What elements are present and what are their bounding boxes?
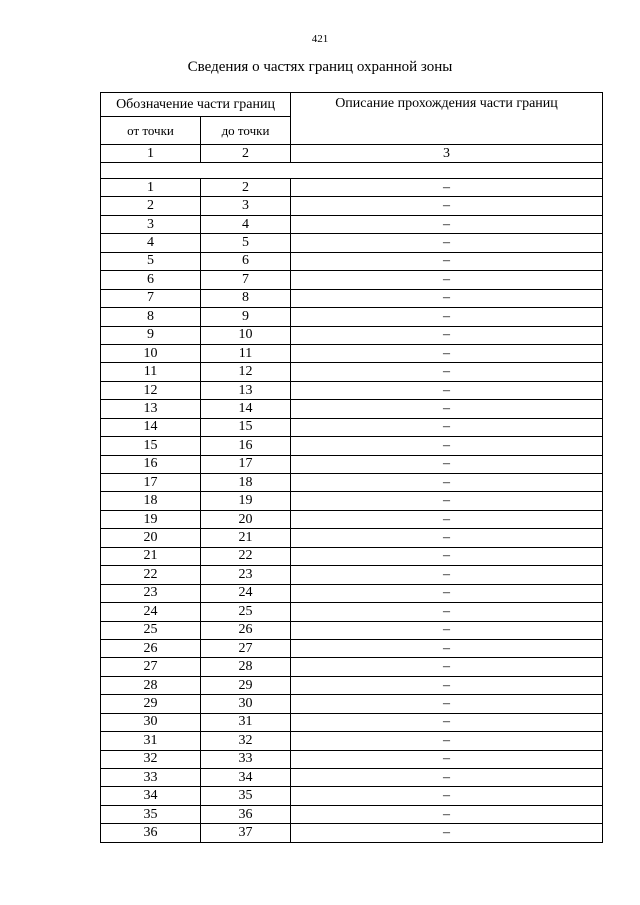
- table-row: [101, 455, 603, 473]
- cell-description: –: [291, 326, 603, 344]
- cell-to-point: 10: [201, 326, 291, 344]
- cell-from-point: 22: [101, 566, 201, 584]
- cell-from-point: 32: [101, 750, 201, 768]
- cell-description: –: [291, 584, 603, 602]
- cell-to-point: 16: [201, 437, 291, 455]
- cell-from-point: 10: [101, 344, 201, 362]
- cell-description: –: [291, 381, 603, 399]
- cell-to-point: 30: [201, 695, 291, 713]
- cell-from-point: 6: [101, 271, 201, 289]
- cell-from-point: 34: [101, 787, 201, 805]
- cell-to-point: 21: [201, 529, 291, 547]
- cell-to-point: 28: [201, 658, 291, 676]
- table-row: [101, 344, 603, 362]
- table-row: [101, 529, 603, 547]
- column-number-2: 2: [201, 145, 291, 163]
- cell-to-point: 23: [201, 566, 291, 584]
- table-row: [101, 695, 603, 713]
- table-row: [101, 805, 603, 823]
- cell-to-point: 26: [201, 621, 291, 639]
- section-separator-row: [101, 163, 603, 179]
- cell-from-point: 25: [101, 621, 201, 639]
- cell-from-point: 27: [101, 658, 201, 676]
- header-to-point: до точки: [201, 117, 291, 145]
- cell-description: –: [291, 639, 603, 657]
- cell-description: –: [291, 455, 603, 473]
- cell-description: –: [291, 547, 603, 565]
- table-row: [101, 400, 603, 418]
- cell-from-point: 2: [101, 197, 201, 215]
- cell-description: –: [291, 474, 603, 492]
- cell-description: –: [291, 179, 603, 197]
- table-row: [101, 566, 603, 584]
- cell-from-point: 18: [101, 492, 201, 510]
- cell-to-point: 31: [201, 713, 291, 731]
- section-separator-cell: [101, 163, 603, 179]
- cell-to-point: 15: [201, 418, 291, 436]
- cell-to-point: 32: [201, 732, 291, 750]
- table-row: [101, 492, 603, 510]
- cell-from-point: 19: [101, 510, 201, 528]
- cell-to-point: 25: [201, 603, 291, 621]
- table-row: [101, 437, 603, 455]
- cell-description: –: [291, 769, 603, 787]
- cell-to-point: 8: [201, 289, 291, 307]
- cell-to-point: 3: [201, 197, 291, 215]
- column-number-row: [101, 145, 603, 163]
- cell-to-point: 7: [201, 271, 291, 289]
- page-number: 421: [311, 33, 329, 45]
- cell-to-point: 20: [201, 510, 291, 528]
- table-row: [101, 824, 603, 842]
- cell-from-point: 33: [101, 769, 201, 787]
- cell-from-point: 15: [101, 437, 201, 455]
- cell-description: –: [291, 529, 603, 547]
- cell-description: –: [291, 197, 603, 215]
- cell-to-point: 29: [201, 676, 291, 694]
- cell-from-point: 28: [101, 676, 201, 694]
- table-row: [101, 510, 603, 528]
- cell-to-point: 4: [201, 215, 291, 233]
- table-row: [101, 363, 603, 381]
- cell-to-point: 2: [201, 179, 291, 197]
- cell-description: –: [291, 676, 603, 694]
- cell-to-point: 36: [201, 805, 291, 823]
- table-header-row: [101, 93, 603, 117]
- column-number-1: 1: [101, 145, 201, 163]
- cell-description: –: [291, 437, 603, 455]
- header-boundary-part: Обозначение части границ: [101, 93, 291, 117]
- cell-to-point: 12: [201, 363, 291, 381]
- cell-from-point: 21: [101, 547, 201, 565]
- cell-description: –: [291, 621, 603, 639]
- cell-description: –: [291, 344, 603, 362]
- cell-description: –: [291, 750, 603, 768]
- cell-description: –: [291, 418, 603, 436]
- cell-to-point: 37: [201, 824, 291, 842]
- table-row: [101, 547, 603, 565]
- cell-from-point: 36: [101, 824, 201, 842]
- cell-from-point: 30: [101, 713, 201, 731]
- table-row: [101, 603, 603, 621]
- cell-to-point: 22: [201, 547, 291, 565]
- column-number-3: 3: [291, 145, 603, 163]
- cell-from-point: 7: [101, 289, 201, 307]
- table-row: [101, 234, 603, 252]
- table-row: [101, 732, 603, 750]
- cell-to-point: 18: [201, 474, 291, 492]
- cell-to-point: 24: [201, 584, 291, 602]
- cell-from-point: 23: [101, 584, 201, 602]
- cell-description: –: [291, 510, 603, 528]
- cell-description: –: [291, 824, 603, 842]
- cell-to-point: 9: [201, 308, 291, 326]
- cell-to-point: 33: [201, 750, 291, 768]
- table-row: [101, 621, 603, 639]
- table-row: [101, 769, 603, 787]
- table-row: [101, 713, 603, 731]
- cell-from-point: 13: [101, 400, 201, 418]
- cell-description: –: [291, 658, 603, 676]
- cell-description: –: [291, 363, 603, 381]
- cell-description: –: [291, 234, 603, 252]
- cell-from-point: 20: [101, 529, 201, 547]
- cell-from-point: 17: [101, 474, 201, 492]
- cell-to-point: 14: [201, 400, 291, 418]
- cell-to-point: 27: [201, 639, 291, 657]
- table-row: [101, 639, 603, 657]
- cell-description: –: [291, 713, 603, 731]
- cell-from-point: 35: [101, 805, 201, 823]
- cell-to-point: 6: [201, 252, 291, 270]
- cell-to-point: 11: [201, 344, 291, 362]
- table-row: [101, 179, 603, 197]
- table-row: [101, 676, 603, 694]
- cell-from-point: 12: [101, 381, 201, 399]
- header-description: Описание прохождения части границ: [291, 93, 603, 145]
- cell-from-point: 9: [101, 326, 201, 344]
- cell-from-point: 24: [101, 603, 201, 621]
- cell-to-point: 17: [201, 455, 291, 473]
- cell-from-point: 11: [101, 363, 201, 381]
- cell-description: –: [291, 566, 603, 584]
- boundary-table: [100, 92, 603, 843]
- table-row: [101, 289, 603, 307]
- cell-description: –: [291, 289, 603, 307]
- cell-from-point: 5: [101, 252, 201, 270]
- table-row: [101, 381, 603, 399]
- cell-from-point: 16: [101, 455, 201, 473]
- table-row: [101, 308, 603, 326]
- cell-description: –: [291, 308, 603, 326]
- cell-to-point: 13: [201, 381, 291, 399]
- cell-to-point: 35: [201, 787, 291, 805]
- cell-description: –: [291, 695, 603, 713]
- page-title: Сведения о частях границ охранной зоны: [187, 59, 453, 75]
- cell-from-point: 14: [101, 418, 201, 436]
- table-row: [101, 787, 603, 805]
- table-row: [101, 658, 603, 676]
- cell-to-point: 19: [201, 492, 291, 510]
- table-row: [101, 252, 603, 270]
- cell-description: –: [291, 252, 603, 270]
- table-row: [101, 750, 603, 768]
- table-row: [101, 326, 603, 344]
- cell-to-point: 34: [201, 769, 291, 787]
- cell-description: –: [291, 732, 603, 750]
- cell-description: –: [291, 787, 603, 805]
- cell-description: –: [291, 400, 603, 418]
- cell-to-point: 5: [201, 234, 291, 252]
- cell-from-point: 4: [101, 234, 201, 252]
- cell-description: –: [291, 492, 603, 510]
- table-row: [101, 584, 603, 602]
- cell-from-point: 8: [101, 308, 201, 326]
- cell-description: –: [291, 805, 603, 823]
- cell-from-point: 31: [101, 732, 201, 750]
- cell-description: –: [291, 271, 603, 289]
- cell-from-point: 1: [101, 179, 201, 197]
- header-from-point: от точки: [101, 117, 201, 145]
- table-row: [101, 197, 603, 215]
- table-row: [101, 474, 603, 492]
- cell-description: –: [291, 215, 603, 233]
- cell-description: –: [291, 603, 603, 621]
- cell-from-point: 3: [101, 215, 201, 233]
- table-row: [101, 215, 603, 233]
- cell-from-point: 26: [101, 639, 201, 657]
- table-row: [101, 418, 603, 436]
- cell-from-point: 29: [101, 695, 201, 713]
- table-row: [101, 271, 603, 289]
